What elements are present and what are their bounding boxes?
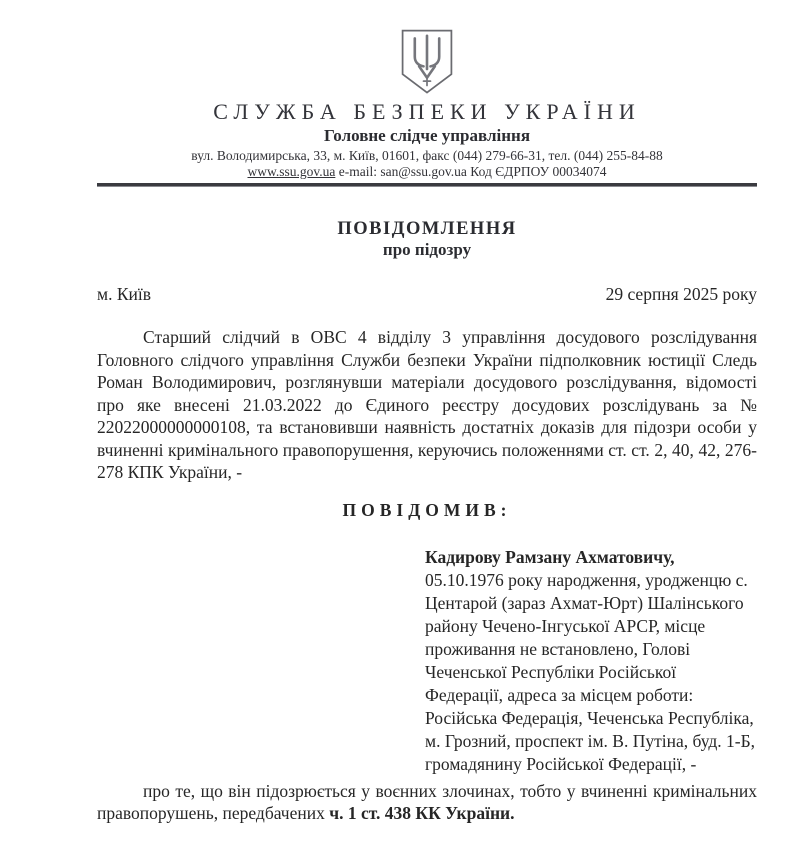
ukraine-trident-shield-icon [398, 28, 456, 96]
contacts-line [97, 164, 757, 180]
intro-paragraph: Старший слідчий в ОВС 4 відділу 3 управління досудового розслідування Головного слідчого управління Служби безпеки України підполковник юстиції Следь Роман Володимирович, розглянувши матеріали досудового розслідування, відомості про яке внесені 21.03.2022 до Єдиного реєстру досудових розслідувань за № 22022000000000108, та встановивши наявність достатніх доказів для підозри особи у вчиненні кримінального правопорушення, керуючись положеннями ст. ст. 2, 40, 42, 276-278 КПК України, - [97, 327, 757, 482]
document-title [97, 218, 757, 260]
org-name: СЛУЖБА БЕЗПЕКИ УКРАЇНИ [213, 99, 641, 124]
closing-article-bold: ч. 1 ст. 438 КК України. [329, 803, 515, 823]
department-name: Головне слідче управління [323, 126, 531, 145]
closing-text: про те, що він підозрюється у воєнних злочинах, тобто у вчиненні кримінальних правопорушень, передбачених [97, 780, 757, 823]
date-label: 29 серпня 2025 року [605, 284, 757, 304]
letterhead [97, 28, 757, 180]
suspect-name: Кадирову Рамзану Ахматовичу, [425, 546, 675, 567]
city-label: м. Київ [97, 284, 151, 304]
closing-paragraph [97, 780, 757, 825]
contacts-rest: e-mail: san@ssu.gov.ua Код ЄДРПОУ 00034074 [335, 164, 607, 179]
meta-row [97, 284, 757, 304]
title-line1: ПОВІДОМЛЕННЯ [337, 219, 517, 239]
title-line2: про підозру [382, 240, 472, 259]
document-body [97, 218, 757, 825]
document-page [97, 0, 757, 825]
address-line: вул. Володимирська, 33, м. Київ, 01601, факс (044) 279-66-31, тел. (044) 255-84-88 [191, 148, 663, 163]
suspect-details: 05.10.1976 року народження, уродженцю с. Центарой (зараз Ахмат-Юрт) Шалінського району Чечено-Інгуської АРСР, місце проживання не встановлено, Голові Чеченської Республіки Російської Федерації, адреса за місцем роботи: Російська Федерація, Чеченська Республіка, м. Грозний, проспект ім. В. Путіна, буд. 1-Б, громадянину Російської Федерації, - [425, 569, 756, 774]
suspect-block [425, 546, 757, 776]
letterhead-divider [97, 183, 757, 187]
website-text: www.ssu.gov.ua [247, 164, 336, 179]
announced-heading: ПОВІДОМИВ: [342, 499, 512, 520]
